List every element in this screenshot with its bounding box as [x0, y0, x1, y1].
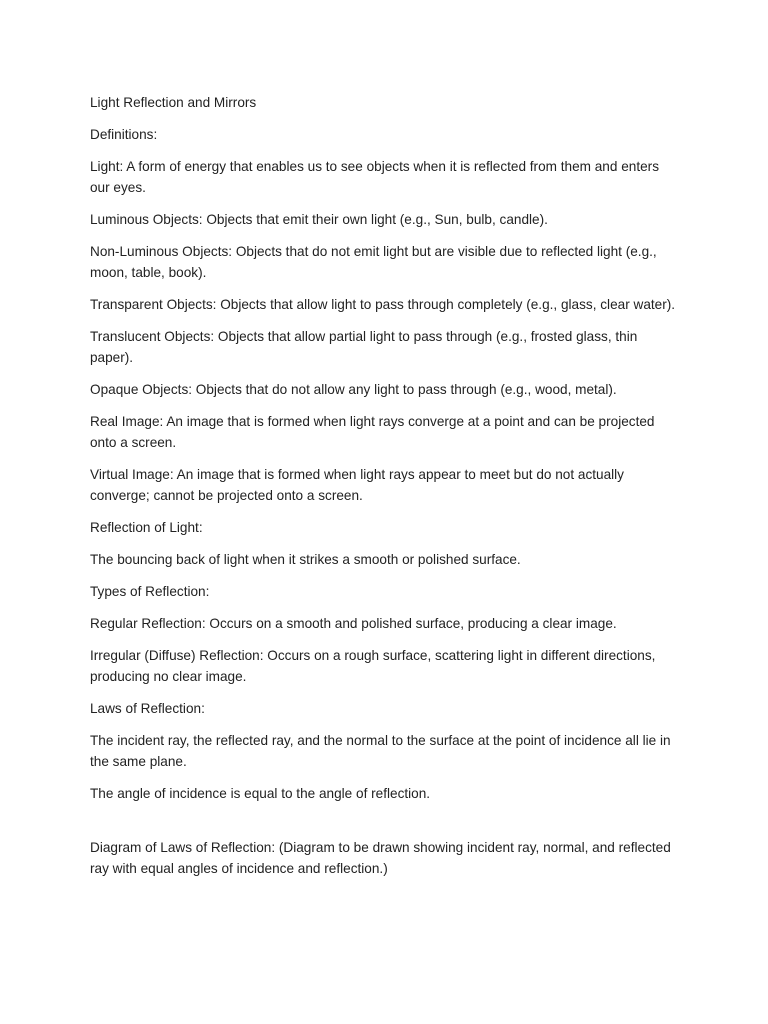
definition-real-image: Real Image: An image that is formed when light rays converge at a point and can be projected onto a screen. — [90, 414, 655, 450]
definition-translucent-objects: Translucent Objects: Objects that allow partial light to pass through (e.g., frosted glass, thin paper). — [90, 329, 638, 365]
irregular-reflection: Irregular (Diffuse) Reflection: Occurs on a rough surface, scattering light in different directions, producing no clear image. — [90, 648, 656, 684]
law-of-reflection-second: The angle of incidence is equal to the angle of reflection. — [90, 786, 431, 801]
definition-light: Light: A form of energy that enables us to see objects when it is reflected from them and enters our eyes. — [90, 159, 659, 195]
section-heading-types-of-reflection: Types of Reflection: — [90, 584, 210, 599]
document-page — [90, 92, 680, 890]
regular-reflection: Regular Reflection: Occurs on a smooth and polished surface, producing a clear image. — [90, 616, 617, 631]
definition-transparent-objects: Transparent Objects: Objects that allow light to pass through completely (e.g., glass, clear water). — [90, 297, 676, 312]
section-heading-laws-of-reflection: Laws of Reflection: — [90, 701, 205, 716]
diagram-note: Diagram of Laws of Reflection: (Diagram to be drawn showing incident ray, normal, and reflected ray with equal angles of incidence and reflection.) — [90, 840, 671, 876]
section-heading-reflection-of-light: Reflection of Light: — [90, 520, 203, 535]
definition-luminous-objects: Luminous Objects: Objects that emit their own light (e.g., Sun, bulb, candle). — [90, 212, 548, 227]
definition-non-luminous-objects: Non-Luminous Objects: Objects that do not emit light but are visible due to reflected light (e.g., moon, table, book). — [90, 244, 657, 280]
definition-opaque-objects: Opaque Objects: Objects that do not allow any light to pass through (e.g., wood, metal). — [90, 382, 617, 397]
definition-virtual-image: Virtual Image: An image that is formed when light rays appear to meet but do not actually converge; cannot be projected onto a screen. — [90, 467, 624, 503]
document-title: Light Reflection and Mirrors — [90, 95, 257, 110]
section-heading-definitions: Definitions: — [90, 127, 158, 142]
law-of-reflection-first: The incident ray, the reflected ray, and the normal to the surface at the point of incidence all lie in the same plane. — [90, 733, 671, 769]
reflection-definition: The bouncing back of light when it strikes a smooth or polished surface. — [90, 552, 521, 567]
